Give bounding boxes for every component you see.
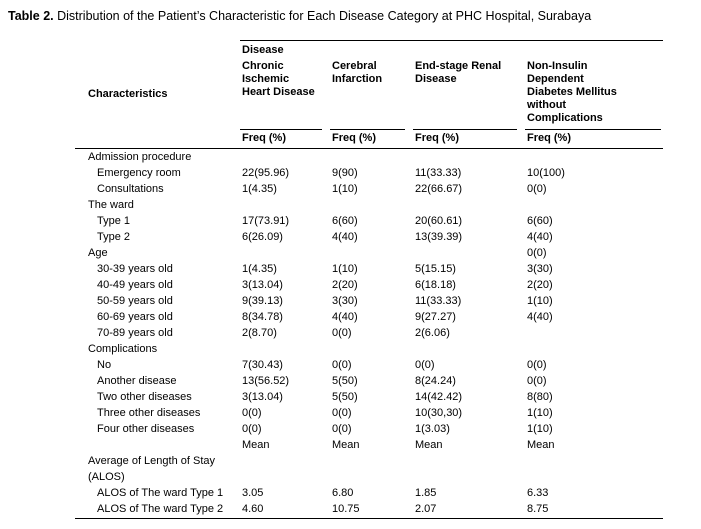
cell-value: 14(42.42): [415, 391, 463, 403]
column-header-end-stage-renal-disease: End-stage Renal Disease: [413, 58, 525, 130]
corner-cell: [75, 41, 240, 59]
row-label: 50-59 years old: [97, 295, 173, 307]
cell-value: [413, 149, 525, 166]
cell-value: [330, 149, 413, 166]
row-label: 30-39 years old: [97, 263, 173, 275]
cell-value: 5(50): [332, 375, 358, 387]
group-row: [75, 149, 663, 166]
cell-value: 4(40): [527, 231, 553, 243]
data-row: [75, 165, 663, 181]
table-caption: [8, 8, 693, 24]
cell-value: 1(10): [527, 423, 553, 435]
cell-value: [330, 245, 413, 261]
cell-value: 13(39.39): [415, 231, 463, 243]
cell-value: 3(13.04): [242, 391, 283, 403]
row-label: Complications: [88, 343, 158, 355]
cell-value: Mean: [242, 439, 270, 451]
cell-value: 20(60.61): [415, 215, 463, 227]
cell-value: 1.85: [415, 487, 437, 499]
row-label: 70-89 years old: [97, 327, 173, 339]
spanner-row: [75, 41, 663, 59]
cell-value: 2(8.70): [242, 327, 277, 339]
cell-value: 4(40): [332, 311, 358, 323]
data-row: [75, 501, 663, 519]
cell-value: 11(33.33): [415, 167, 462, 179]
cell-value: 0(0): [332, 359, 352, 371]
freq-subheader: Freq (%): [525, 130, 663, 149]
cell-value: [413, 245, 525, 261]
row-label: Age: [88, 247, 108, 259]
subheader-empty-cell: [75, 130, 240, 149]
row-label: Emergency room: [97, 167, 181, 179]
data-row: [75, 293, 663, 309]
data-row: [75, 437, 663, 453]
cell-value: 9(27.27): [415, 311, 456, 323]
row-label: Two other diseases: [97, 391, 192, 403]
cell-value: 3(30): [332, 295, 358, 307]
cell-value: 3(13.04): [242, 279, 283, 291]
cell-value: 2(20): [332, 279, 358, 291]
cell-value: 1(10): [332, 263, 358, 275]
cell-value: [240, 453, 330, 485]
table-header: [75, 41, 663, 149]
cell-value: [525, 453, 663, 485]
data-row: [75, 389, 663, 405]
data-row: [75, 309, 663, 325]
row-label: 60-69 years old: [97, 311, 173, 323]
cell-value: 17(73.91): [242, 215, 290, 227]
cell-value: 6.33: [527, 487, 549, 499]
cell-value: 1(3.03): [415, 423, 450, 435]
characteristics-header: Characteristics: [88, 87, 168, 100]
cell-value: 5(50): [332, 391, 358, 403]
data-row: [75, 325, 663, 341]
cell-value: 6(26.09): [242, 231, 283, 243]
data-row: [75, 373, 663, 389]
cell-value: 0(0): [332, 423, 352, 435]
cell-value: [240, 245, 330, 261]
cell-value: 0(0): [242, 423, 262, 435]
cell-value: 4.60: [240, 501, 330, 519]
cell-value: 0(0): [332, 407, 352, 419]
cell-value: [525, 341, 663, 357]
group-row: [75, 245, 663, 261]
row-label: Another disease: [97, 375, 177, 387]
group-row: [75, 341, 663, 357]
cell-value: 6(60): [332, 215, 358, 227]
cell-value: [413, 197, 525, 213]
cell-value: 10.75: [330, 501, 413, 519]
cell-value: [413, 453, 525, 485]
column-header-chronic-ischemic-heart-disease: Chronic Ischemic Heart Disease: [240, 58, 330, 130]
cell-value: 4(40): [527, 311, 553, 323]
column-header-cerebral-infarction: Cerebral Infarction: [330, 58, 413, 130]
cell-value: 10(30,30): [415, 407, 463, 419]
cell-value: 4(40): [332, 231, 358, 243]
cell-value: 0(0): [332, 327, 352, 339]
data-row: [75, 213, 663, 229]
table-number: Table 2.: [8, 9, 54, 23]
cell-value: Mean: [527, 439, 555, 451]
cell-value: [525, 149, 663, 166]
row-label: The ward: [88, 199, 134, 211]
data-row: [75, 405, 663, 421]
row-label: ALOS of The ward Type 1: [97, 487, 224, 499]
cell-value: 9(90): [332, 167, 358, 179]
group-row: [75, 197, 663, 213]
disease-spanner-header: Disease: [240, 41, 663, 59]
column-header-row: [75, 58, 663, 130]
table-container: [75, 40, 663, 529]
group-row: [75, 453, 663, 485]
cell-value: 13(56.52): [242, 375, 290, 387]
row-label: Consultations: [97, 183, 164, 195]
column-header-non-insulin-dependent-diabetes: Non-Insulin Dependent Diabetes Mellitus without Complications: [525, 58, 663, 130]
row-label: Four other diseases: [97, 423, 195, 435]
row-label: [75, 437, 240, 453]
cell-value: 0(0): [527, 183, 547, 195]
cell-value: 0(0): [415, 359, 435, 371]
cell-value: 8(24.24): [415, 375, 456, 387]
cell-value: 1(4.35): [242, 183, 277, 195]
cell-value: 1(10): [527, 407, 553, 419]
cell-value: 0(0): [527, 359, 547, 371]
cell-value: 22(95.96): [242, 167, 290, 179]
cell-value: 6(18.18): [415, 279, 456, 291]
cell-value: 9(39.13): [242, 295, 283, 307]
row-label: ALOS of The ward Type 2: [75, 501, 240, 519]
data-row: [75, 421, 663, 437]
row-label: Average of Length of Stay (ALOS): [88, 455, 215, 483]
cell-value: 22(66.67): [415, 183, 463, 195]
cell-value: [525, 197, 663, 213]
row-label: Type 2: [97, 231, 131, 243]
cell-value: 1(10): [527, 295, 553, 307]
data-row: [75, 229, 663, 245]
row-label: Admission procedure: [88, 151, 192, 163]
table-caption-text: Distribution of the Patient’s Characteristic for Each Disease Category at PHC Hospital, Surabaya: [57, 9, 592, 23]
cell-value: 10(100): [527, 167, 565, 179]
cell-value: [330, 341, 413, 357]
cell-value: [240, 341, 330, 357]
cell-value: 5(15.15): [415, 263, 456, 275]
cell-value: [330, 197, 413, 213]
freq-subheader: Freq (%): [240, 130, 330, 149]
cell-value: 0(0): [242, 407, 262, 419]
cell-value: 7(30.43): [242, 359, 283, 371]
cell-value: 2(6.06): [415, 327, 450, 339]
cell-value: [240, 149, 330, 166]
data-row: [75, 357, 663, 373]
cell-value: 8.75: [525, 501, 663, 519]
cell-value: 8(34.78): [242, 311, 283, 323]
row-label: Type 1: [97, 215, 131, 227]
cell-value: [240, 197, 330, 213]
subheader-row: [75, 130, 663, 149]
cell-value: 6.80: [332, 487, 354, 499]
cell-value: Mean: [415, 439, 443, 451]
cell-value: [330, 453, 413, 485]
freq-subheader: Freq (%): [413, 130, 525, 149]
cell-value: 6(60): [527, 215, 553, 227]
cell-value: 2(20): [527, 279, 553, 291]
cell-value: 3.05: [242, 487, 264, 499]
row-label: Three other diseases: [97, 407, 201, 419]
cell-value: Mean: [332, 439, 360, 451]
row-label: 40-49 years old: [97, 279, 173, 291]
cell-value: 3(30): [527, 263, 553, 275]
cell-value: [525, 325, 663, 341]
data-row: [75, 277, 663, 293]
row-label: No: [97, 359, 112, 371]
patient-characteristics-table: [75, 40, 663, 519]
data-row: [75, 261, 663, 277]
cell-value: 2.07: [413, 501, 525, 519]
data-row: [75, 485, 663, 501]
cell-value: 0(0): [527, 247, 547, 259]
cell-value: 1(10): [332, 183, 358, 195]
cell-value: 11(33.33): [415, 295, 462, 307]
data-row: [75, 181, 663, 197]
table-body: [75, 149, 663, 519]
cell-value: 1(4.35): [242, 263, 277, 275]
cell-value: 0(0): [527, 375, 547, 387]
cell-value: [413, 341, 525, 357]
cell-value: 8(80): [527, 391, 553, 403]
freq-subheader: Freq (%): [330, 130, 413, 149]
